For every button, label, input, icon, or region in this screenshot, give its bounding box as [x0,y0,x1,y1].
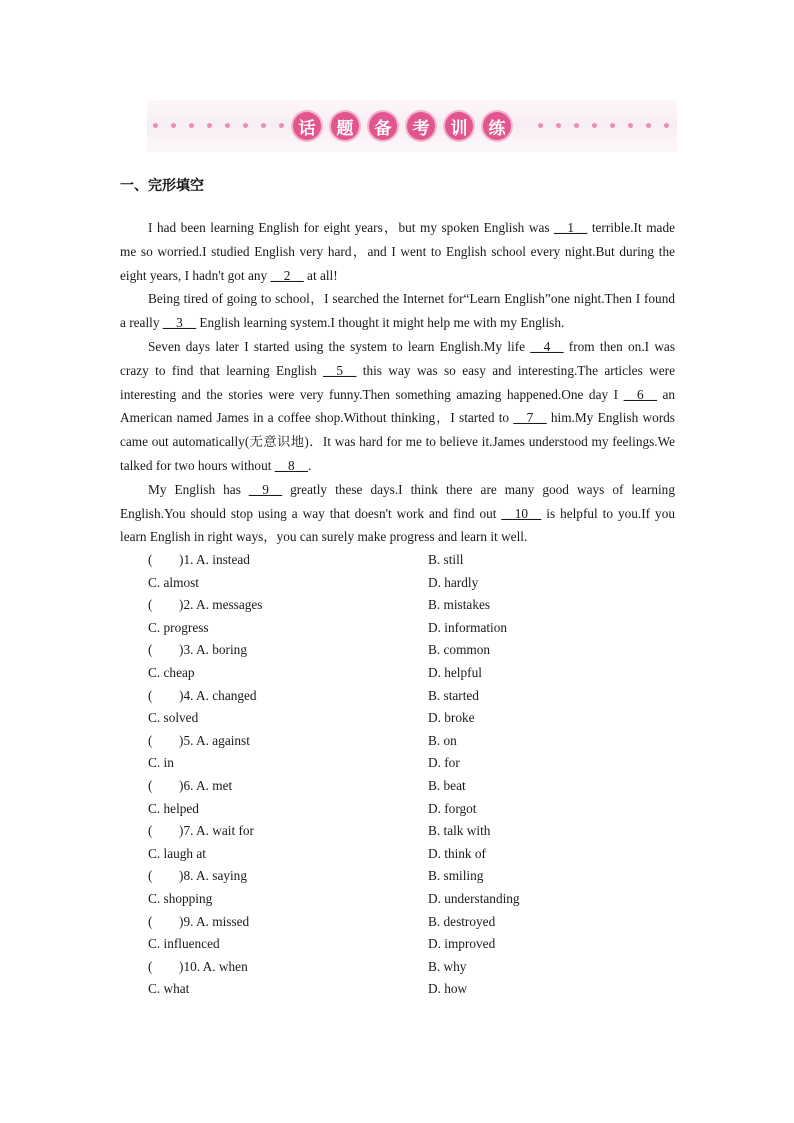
cloze-blank: __2__ [270,267,304,283]
question-row [148,798,598,821]
question-row [148,752,598,775]
question-row [148,843,598,866]
option-c: C. almost [148,574,199,590]
passage-text: an American named James in a coffee shop.Without thinking，I started to [120,386,676,426]
option-d: D. think of [428,845,486,861]
option-b: B. destroyed [428,913,496,929]
question-stem-option-a: ( )9. A. missed [148,913,250,929]
question-row [148,865,598,888]
option-c: C. shopping [148,890,213,906]
option-d: D. broke [428,710,475,726]
banner-char: 训 [445,112,473,140]
question-row [148,820,598,843]
cloze-blank: __7__ [513,410,547,426]
passage-text: from then on.I was crazy to find that learning English [120,338,675,378]
option-b: B. beat [428,777,466,793]
option-d: D. forgot [428,800,477,816]
cloze-blank: __8__ [274,457,308,473]
passage-text: terrible.It made me so worried.I studied English very hard，and I went to English school every night.But during the eight years, I hadn't got any [120,220,675,283]
passage-paragraph [120,216,675,287]
option-b: B. started [428,687,479,703]
banner-char: 练 [483,112,511,140]
question-stem-option-a: ( )5. A. against [148,732,250,748]
question-stem-option-a: ( )7. A. wait for [148,823,254,839]
banner-dots-right [538,123,669,128]
passage-paragraph [120,287,675,335]
option-b: B. still [428,552,464,567]
option-d: D. improved [428,936,496,952]
question-row [148,594,598,617]
passage-text: . [308,457,312,473]
passage-text: this way was so easy and interesting.The articles were interesting and the stories were very funny.Then something amazing happened.One day I [120,362,675,402]
option-b: B. why [428,958,467,974]
question-stem-option-a: ( )2. A. messages [148,597,263,613]
option-c: C. in [148,755,174,771]
passage-text: English learning system.I thought it might help me with my English. [196,315,565,331]
cloze-blank: __1__ [554,220,588,235]
question-row [148,549,598,572]
option-b: B. talk with [428,823,491,839]
option-d: D. information [428,619,508,635]
question-options [148,549,598,1001]
cloze-blank: __4__ [530,338,564,354]
question-row [148,911,598,934]
banner-char: 考 [407,112,435,140]
cloze-blank: __6__ [623,386,657,402]
question-row [148,888,598,911]
question-stem-option-a: ( )1. A. instead [148,552,250,567]
passage-text: Seven days later I started using the system to learn English.My life [148,338,531,354]
passage-text: Being tired of going to school，I searched the Internet for“Learn English”one night.Then I found a really [120,291,675,331]
option-c: C. laugh at [148,845,206,861]
passage-text: I had been learning English for eight years，but my spoken English was [148,220,555,235]
question-row [148,978,598,1001]
header-banner [147,100,677,152]
cloze-blank: __3__ [162,315,197,331]
banner-title [293,112,511,140]
option-b: B. smiling [428,868,484,884]
question-row [148,956,598,979]
option-b: B. common [428,642,491,658]
option-b: B. on [428,732,457,748]
passage-paragraph [120,478,675,549]
question-row [148,933,598,956]
question-row [148,572,598,595]
question-row [148,639,598,662]
banner-char: 题 [331,112,359,140]
banner-dots-left [153,123,284,128]
option-c: C. solved [148,710,199,726]
question-stem-option-a: ( )6. A. met [148,777,233,793]
option-d: D. hardly [428,574,479,590]
option-c: C. what [148,981,190,997]
option-c: C. cheap [148,664,195,680]
question-row [148,662,598,685]
passage-text: is helpful to you.If you learn English in right ways，you can surely make progress and learn it well. [120,505,675,545]
passage-paragraph [120,335,675,478]
passage-text: greatly these days.I think there are many good ways of learning English.You should stop using a way that doesn't work and find out [120,481,675,521]
cloze-blank: __10__ [501,505,542,521]
question-stem-option-a: ( )10. A. when [148,958,248,974]
section-title: 一、完形填空 [120,178,204,194]
question-row [148,707,598,730]
banner-char: 话 [293,112,321,140]
question-stem-option-a: ( )8. A. saying [148,868,247,884]
option-c: C. helped [148,800,199,816]
option-d: D. helpful [428,664,482,680]
question-stem-option-a: ( )3. A. boring [148,642,247,658]
option-d: D. understanding [428,890,520,906]
cloze-blank: __5__ [323,362,357,378]
question-row [148,730,598,753]
passage-text: him.My English words came out automatically(无意识地)．It was hard for me to believe it.James understood my feelings.We talked for two hours without [120,410,675,473]
passage-text: at all! [303,267,338,283]
option-b: B. mistakes [428,597,491,613]
cloze-passage [120,216,675,549]
question-stem-option-a: ( )4. A. changed [148,687,257,703]
passage-text: My English has [148,481,249,497]
cloze-blank: __9__ [248,481,283,497]
option-d: D. how [428,981,468,997]
option-c: C. progress [148,619,209,635]
question-row [148,775,598,798]
question-row [148,685,598,708]
banner-char: 备 [369,112,397,140]
option-d: D. for [428,755,460,771]
question-row [148,617,598,640]
option-c: C. influenced [148,936,220,952]
